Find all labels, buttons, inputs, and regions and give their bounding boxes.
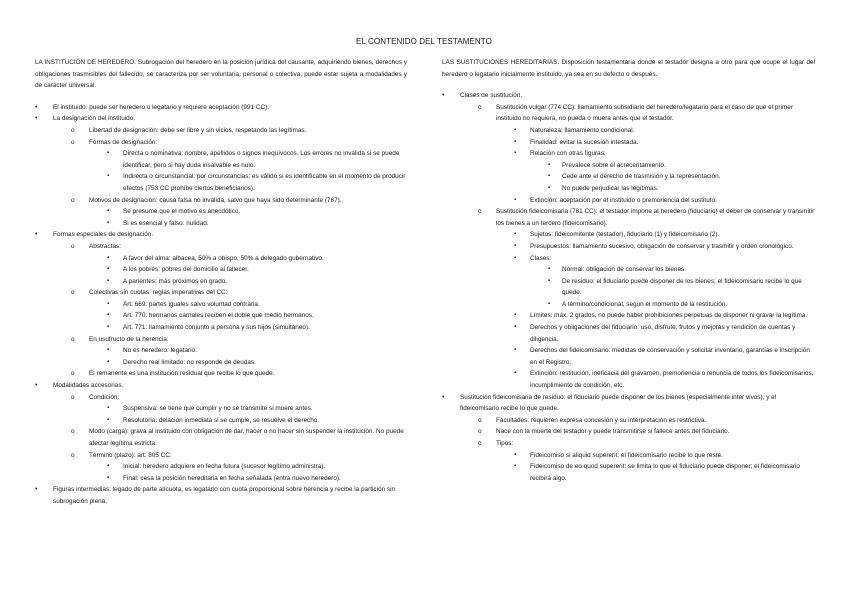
list-item (514, 195, 815, 207)
left-list (35, 102, 407, 508)
list-item (35, 102, 407, 114)
list-item-text: Formas especiales de designación. (53, 231, 154, 239)
list-level-3 (107, 345, 407, 368)
list-level-4 (548, 160, 815, 195)
list-level-2 (478, 102, 815, 392)
list-item (514, 461, 815, 484)
list-item-text: Indirecta o circunstancial: por circunstancias: es válido si es identificable en el momento de producir efectos (753 CC prohíbe ciertos beneficiarios). (123, 173, 406, 192)
list-item-text: Final: cesa la posición hereditaria en fecha señalada (entra nuevo heredero). (123, 474, 341, 482)
list-level-1 (442, 90, 815, 484)
list-item-text: Art. 770: hermanos carnales reciben el doble que medio hermanos. (123, 312, 314, 320)
list-item-text: Sustitución fideicomisaria de residuo: el fiduciario puede disponer de los bienes (especialmente inter vivos), y el fideicomisario recibe lo que quede. (460, 393, 777, 413)
list-item-text: Directa o nominativa: nombre, apellidos o signos inequívocos. Los errores no invalida si se puede identificar, pero si hay duda insalvable es nulo. (123, 150, 400, 169)
list-item-text: De residuo: el fiduciario puede disponer de los bienes; el fideicomisario recibe lo que quede. (562, 277, 802, 297)
list-item-text: Extinción: restitución, ineficacia del gravamen, premoriencia o renuncia de todos los fideicomisarios, incumplimiento de condición, etc. (530, 370, 814, 390)
list-item-text: Colectivas sin cuotas: reglas imperativas del CC: (89, 289, 228, 297)
list-item-text: Naturaleza: llamamiento condicional. (530, 126, 635, 134)
list-level-2 (71, 125, 407, 229)
list-item (107, 322, 407, 334)
list-item-text: Clases de sustitución. (460, 92, 523, 100)
list-item (107, 357, 407, 369)
left-intro: LA INSTITUCIÓN DE HEREDERO. Subrogación del heredero en la posición jurídica del causante, adquiriendo bienes, derechos y obligaciones trasmisibles del fallecido, se caracteriza por ser voluntaria, personal o colectiva, puede estar sujeta a modalidades y de carácter universal. (35, 59, 407, 90)
list-item (107, 276, 407, 288)
list-item-text: Se presume que el motivo es anecdótico. (123, 208, 241, 216)
list-item (71, 125, 407, 137)
list-item (71, 195, 407, 230)
list-item-text: Abstractas: (89, 242, 121, 250)
list-item-text: Límites: máx. 2 grados, no puede haber prohibiciones perpetuas de disponer ni gravar la legítima. (530, 312, 808, 320)
list-item (107, 403, 407, 415)
list-item-text: Fideicomiso si aliquid supererit: el fideicomisario recibe lo que reste. (530, 451, 723, 459)
list-item (514, 137, 815, 149)
right-list (442, 90, 815, 484)
list-item (107, 264, 407, 276)
list-level-3 (107, 299, 407, 334)
list-item (514, 229, 815, 241)
list-level-2 (71, 392, 407, 485)
list-item-text: Derecho real limitado: no responde de deudas. (123, 358, 256, 366)
list-level-1 (35, 102, 407, 508)
list-item (548, 160, 815, 172)
list-item-text: Finalidad: evitar la sucesión intestada. (530, 138, 639, 146)
list-item-text: Relación con otras figuras: (530, 150, 606, 158)
list-item (442, 392, 815, 485)
list-level-2 (71, 241, 407, 380)
list-item-text: El remanente es una institución residual que recibe lo que quede. (89, 370, 275, 378)
list-item-text: El instituido: puede ser heredero o legatario y requiere aceptación (991 CC). (53, 103, 269, 111)
list-item-text: Normal: obligación de conservar los bienes. (562, 266, 686, 274)
list-item (107, 206, 407, 218)
list-item (514, 253, 815, 311)
list-item-text: Resolutoria: delación inmediata si se cumple, se resuelve el derecho. (123, 416, 320, 424)
list-item-text: Derechos del fideicomisario: medidas de conservación y solicitar inventario, garantías e inscripción en el Registro. (530, 347, 810, 366)
list-item-text: A los pobres: pobres del domicilio al fallecer. (123, 266, 249, 274)
document-title: EL CONTENIDO DEL TESTAMENTO (356, 37, 492, 46)
list-level-3 (514, 229, 815, 391)
list-item (35, 380, 407, 484)
list-item (548, 276, 815, 299)
list-item-text: Sustitución vulgar (774 CC): llamamiento subsidiario del heredero/legatario para el caso de que el primer instituido no requiera, no pueda o muera antes que el testador. (496, 103, 793, 123)
list-item-text: En usufructo de la herencia: (89, 335, 169, 343)
list-item (514, 322, 815, 345)
list-item (107, 253, 407, 265)
list-item (514, 148, 815, 194)
list-item (71, 392, 407, 427)
list-level-2 (478, 415, 815, 485)
list-item (548, 264, 815, 276)
list-item-text: Derechos y obligaciones del fiduciario: uso, disfrute, frutos y mejoras y rendición de cuentas y diligencia. (530, 324, 796, 343)
list-level-3 (107, 206, 407, 229)
list-item (514, 345, 815, 368)
list-item-text: Formas de designación: (89, 138, 158, 146)
list-item-text: Presupuestos: llamamiento sucesivo, obligación de conservar y trasmitir y orden cronológico. (530, 242, 794, 250)
list-item-text: Si es esencial y falso: nulidad. (123, 219, 209, 227)
list-item (107, 345, 407, 357)
list-level-3 (107, 253, 407, 288)
list-item-text: Sustitución fideicomisaria (781 CC): el testador impone al heredero (fiduciario) el deber de conservar y transmitir los bienes a un tercero (fideicomisario). (496, 208, 815, 227)
list-level-3 (514, 450, 815, 485)
list-item (478, 206, 815, 392)
list-item (478, 426, 815, 438)
list-item-text: Suspensiva: se tiene que cumplir y no se transmite si muere antes. (123, 405, 313, 413)
list-item (107, 473, 407, 485)
list-item (35, 113, 407, 229)
list-item-text: Clases: (530, 254, 552, 262)
list-item (71, 334, 407, 369)
list-item-text: Término (plazo): art. 805 CC: (89, 451, 172, 459)
list-item (71, 287, 407, 333)
list-item-text: Fideicomiso de eo quod supererit: se limita lo que el fiduciario puede disponer; el fideicomisario recibirá algo. (530, 463, 800, 482)
list-item-text: Sujetos: fideicomitente (testador), fiduciario (1) y fideicomisario (2). (530, 231, 720, 239)
list-item-text: Art. 771: llamamiento conjunto a persona y sus hijos (simultáneo). (123, 324, 310, 332)
right-column (442, 57, 815, 484)
list-item-text: Condición: (89, 393, 120, 401)
list-item (107, 299, 407, 311)
list-item-text: Modo (carga): grava al instituido con obligación de dar, hacer o no hacer sin suspender la institución. No puede afectar legítima estricta. (89, 428, 404, 447)
list-item (35, 484, 407, 507)
list-item-text: Cede ante el derecho de trasmisión y la representación. (562, 173, 721, 181)
list-item-text: No es heredero: legatario. (123, 347, 197, 355)
list-item (107, 218, 407, 230)
list-item-text: Nace con la muerte del testador y puede transmitirse si fallece antes del fiduciario. (496, 428, 730, 436)
list-item (548, 183, 815, 195)
list-item (71, 450, 407, 485)
list-level-3 (107, 403, 407, 426)
list-level-3 (514, 125, 815, 206)
list-level-3 (107, 461, 407, 484)
list-item (548, 299, 815, 311)
list-item (514, 368, 815, 391)
list-item (71, 137, 407, 195)
list-item (514, 241, 815, 253)
left-column (35, 57, 407, 508)
list-item (442, 90, 815, 391)
list-item-text: Libertad de designación: debe ser libre y sin vicios, respetando las legítimas. (89, 126, 307, 134)
list-item-text: Figuras intermedias: legado de parte alícuota, es legatario con cuota proporcional sobre herencia y recibe la partición sin subrogación plena. (53, 486, 396, 505)
list-item (514, 125, 815, 137)
list-item-text: Motivos de designación: causa falsa no invalida, salvo que haya sido determinante (767). (89, 196, 342, 204)
list-item (548, 171, 815, 183)
list-item-text: La designación del instituido. (53, 115, 136, 123)
list-level-4 (548, 264, 815, 310)
list-item-text: Inicial: heredero adquiere en fecha futura (sucesor legítimo administra). (123, 463, 326, 471)
right-intro: LAS SUSTITUCIONES HEREDITARIAS. Disposición testamentaria donde el testador designa a otro para que ocupe el lugar del heredero o legatario inicialmente instituido, ya sea en su defecto o después. (442, 59, 815, 78)
list-item-text: Extinción: aceptación por el instituido o premoriencia del sustituto. (530, 196, 717, 204)
list-item-text: Facultades: requieren expresa concesión y su interpretación es restrictiva. (496, 416, 707, 424)
list-item (107, 461, 407, 473)
list-item-text: A parientes: más próximos en grado. (123, 277, 228, 285)
list-level-3 (107, 148, 407, 194)
list-item (107, 310, 407, 322)
list-item-text: Art. 669: partes iguales salvo voluntad contraria. (123, 300, 260, 308)
list-item-text: Tipos: (496, 440, 514, 447)
list-item (71, 368, 407, 380)
list-item (107, 148, 407, 171)
list-item (71, 241, 407, 287)
list-item-text: No puede perjudicar las legítimas. (562, 184, 659, 192)
list-item (478, 415, 815, 427)
list-item (71, 426, 407, 449)
list-item (514, 450, 815, 462)
list-item (478, 102, 815, 206)
list-item (35, 229, 407, 380)
list-item (478, 438, 815, 484)
list-item-text: A favor del alma: albacea, 50% a obispo, 50% a delegado gubernativo. (123, 254, 324, 262)
list-item-text: Prevalece sobre el acrecentamiento. (562, 161, 666, 169)
list-item-text: A término/condicional, según el momento de la restitución. (562, 300, 728, 308)
list-item (107, 415, 407, 427)
list-item (514, 310, 815, 322)
list-item (107, 171, 407, 194)
list-item-text: Modalidades accesorias. (53, 382, 124, 390)
